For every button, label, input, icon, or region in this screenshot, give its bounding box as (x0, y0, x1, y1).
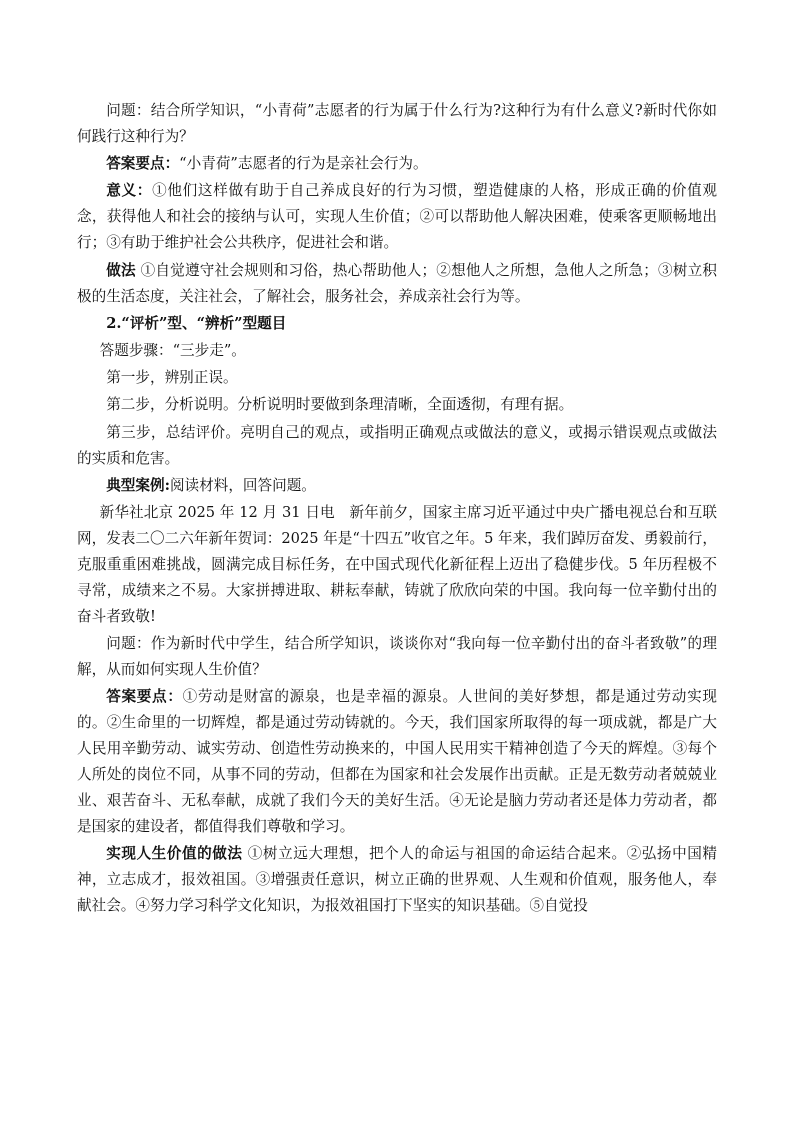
case-answer-text: ①劳动是财富的源泉，也是幸福的源泉。人世间的美好梦想，都是通过劳动实现的。②生命里的一切辉煌，都是通过劳动铸就的。今天，我们国家所取得的每一项成就，都是广大人民用辛勤劳动、诚实劳动、创造性劳动换来的，中国人民用实干精神创造了今天的辉煌。③每个人所处的岗位不同，从事不同的劳动，但都在为国家和社会发展作出贡献。正是无数劳动者兢兢业业、艰苦奋斗、无私奉献，成就了我们今天的美好生活。④无论是脑力劳动者还是体力劳动者，都是国家的建设者，都值得我们尊敬和学习。 (77, 688, 717, 836)
meaning-1 (77, 178, 717, 256)
step-3: 第三步，总结评价。亮明自己的观点，或指明正确观点或做法的意义，或揭示错误观点或做法的实质和危害。 (77, 423, 717, 467)
section-2-heading: 2.“评析”型、“辨析”型题目 (106, 314, 287, 332)
answer-1-text: “小青荷”志愿者的行为是亲社会行为。 (179, 155, 428, 173)
case-method-text: ①树立远大理想，把个人的命运与祖国的命运结合起来。②弘扬中国精神，立志成才，报效祖国。③增强责任意识，树立正确的世界观、人生观和价值观，服务他人，奉献社会。④努力学习科学文化知识，为报效祖国打下坚实的知识基础。⑤自觉投 (77, 845, 717, 915)
answer-1 (77, 151, 717, 177)
case-method-label: 实现人生价值的做法 (106, 845, 243, 863)
meaning-1-text: ①他们这样做有助于自己养成良好的行为习惯，塑造健康的人格，形成正确的价值观念，获得他人和社会的接纳与认可，实现人生价值；②可以帮助他人解决困难，使乘客更顺畅地出行；③有助于维护社会公共秩序，促进社会和谐。 (77, 182, 717, 252)
case-news: 新华社北京 2025 年 12 月 31 日电 新年前夕，国家主席习近平通过中央广播电视总台和互联网，发表二〇二六年新年贺词：2025 年是“十四五”收官之年。5 年来，我们踔厉奋发、勇毅前行，克服重重困难挑战，圆满完成目标任务，在中国式现代化新征程上迈出了稳健步伐。5 年历程极不寻常，成绩来之不易。大家拼搏进取、耕耘奉献，铸就了欣欣向荣的中国。我向每一位辛勤付出的奋斗者致敬! (77, 503, 717, 625)
steps-intro: 答题步骤：“三步走”。 (99, 341, 246, 359)
document-page (77, 98, 717, 921)
case-method (77, 841, 717, 919)
step-2: 第二步，分析说明。分析说明时要做到条理清晰，全面透彻，有理有据。 (106, 396, 574, 414)
case-label-text: 阅读材料，回答问题。 (169, 476, 316, 494)
method-1 (77, 258, 717, 310)
case-question: 问题：作为新时代中学生，结合所学知识，谈谈你对“我向每一位辛勤付出的奋斗者致敬”的理解，从而如何实现人生价值？ (77, 635, 717, 679)
case-answer-label: 答案要点： (106, 688, 183, 706)
method-1-label: 做法 (106, 261, 136, 279)
answer-1-label: 答案要点： (106, 155, 180, 173)
case-answer (77, 684, 717, 840)
method-1-text: ①自觉遵守社会规则和习俗，热心帮助他人；②想他人之所想，急他人之所急；③树立积极的生活态度，关注社会，了解社会，服务社会，养成亲社会行为等。 (77, 261, 717, 305)
meaning-1-label: 意义： (106, 182, 153, 200)
case-intro (77, 473, 717, 499)
step-1: 第一步，辨别正误。 (106, 369, 238, 387)
question-1: 问题：结合所学知识，“小青荷”志愿者的行为属于什么行为?这种行为有什么意义?新时代你如何践行这种行为？ (77, 102, 717, 145)
case-label: 典型案例: (106, 476, 170, 494)
